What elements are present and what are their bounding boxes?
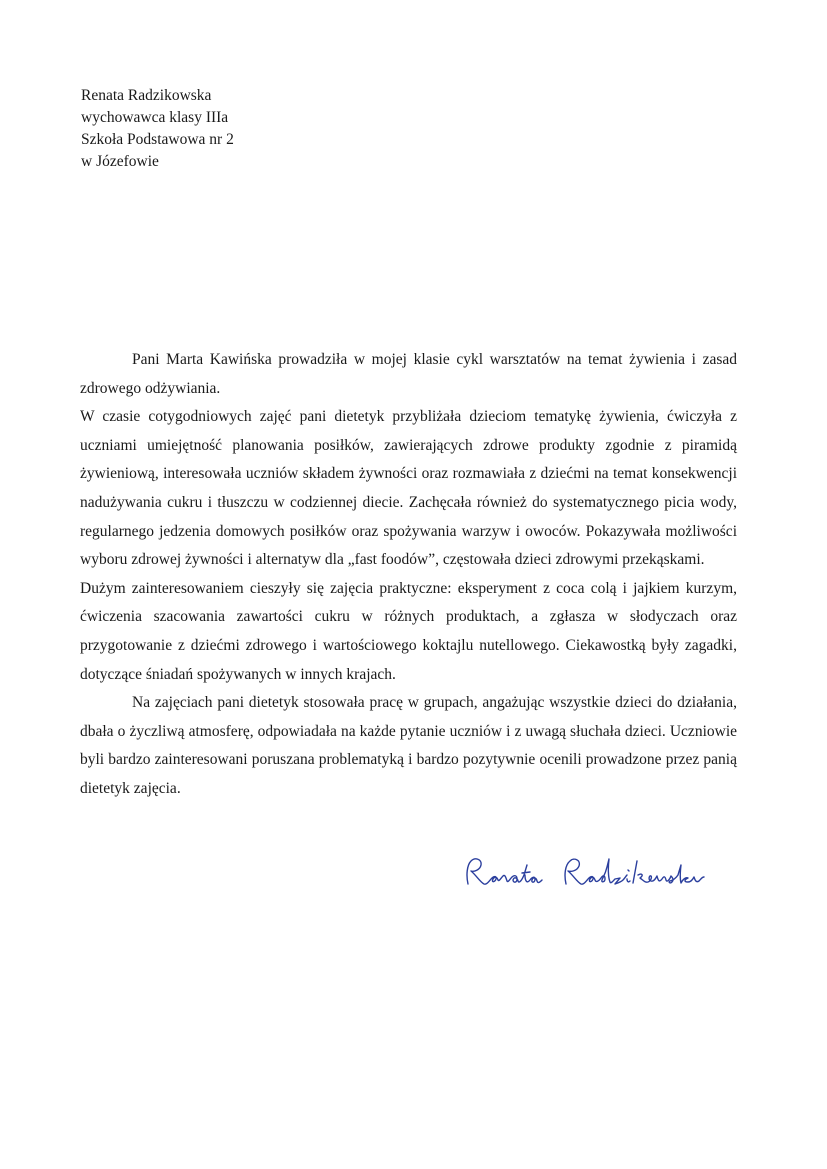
handwritten-signature <box>462 853 712 893</box>
paragraph-activities: W czasie cotygodniowych zajęć pani dietetyk przybliżała dzieciom tematykę żywienia, ćwiczyła z uczniami umiejętność planowania posiłków, zawierających zdrowe produkty zgodnie z piramidą żywieniową, interesowała uczniów składem żywności oraz rozmawiała z dziećmi na temat konsekwencji nadużywania cukru i tłuszczu w codziennej diecie. Zachęcała również do systematycznego picia wody, regularnego jedzenia domowych posiłków oraz spożywania warzyw i owoców. Pokazywała możliwości wyboru zdrowej żywności i alternatyw dla „fast foodów”, częstowała dzieci zdrowymi przekąskami. <box>80 408 737 569</box>
sender-school: Szkoła Podstawowa nr 2 <box>81 131 234 148</box>
sender-town: w Józefowie <box>81 153 159 170</box>
paragraph-summary: Na zajęciach pani dietetyk stosowała pracę w grupach, angażując wszystkie dzieci do działania, dbała o życzliwą atmosferę, odpowiadała na każde pytanie uczniów i z uwagą słuchała dzieci. Uczniowie byli bardzo zainteresowani poruszana problematyką i bardzo pozytywnie ocenili prowadzone przez panią dietetyk zajęcia. <box>80 694 737 797</box>
paragraph-intro: Pani Marta Kawińska prowadziła w mojej klasie cykl warsztatów na temat żywienia i zasad zdrowego odżywiania. <box>80 351 737 397</box>
sender-block <box>81 85 234 173</box>
sender-role: wychowawca klasy IIIa <box>81 109 229 126</box>
signature-image <box>462 853 712 893</box>
sender-name: Renata Radzikowska <box>81 87 212 104</box>
letter-body <box>80 346 737 804</box>
paragraph-practical: Dużym zainteresowaniem cieszyły się zajęcia praktyczne: eksperyment z coca colą i jajkiem kurzym, ćwiczenia szacowania zawartości cukru w różnych produktach, a zgłasza w słodyczach oraz przygotowanie z dziećmi zdrowego i wartościowego koktajlu nutellowego. Ciekawostką były zagadki, dotyczące śniadań spożywanych w innych krajach. <box>80 579 737 683</box>
